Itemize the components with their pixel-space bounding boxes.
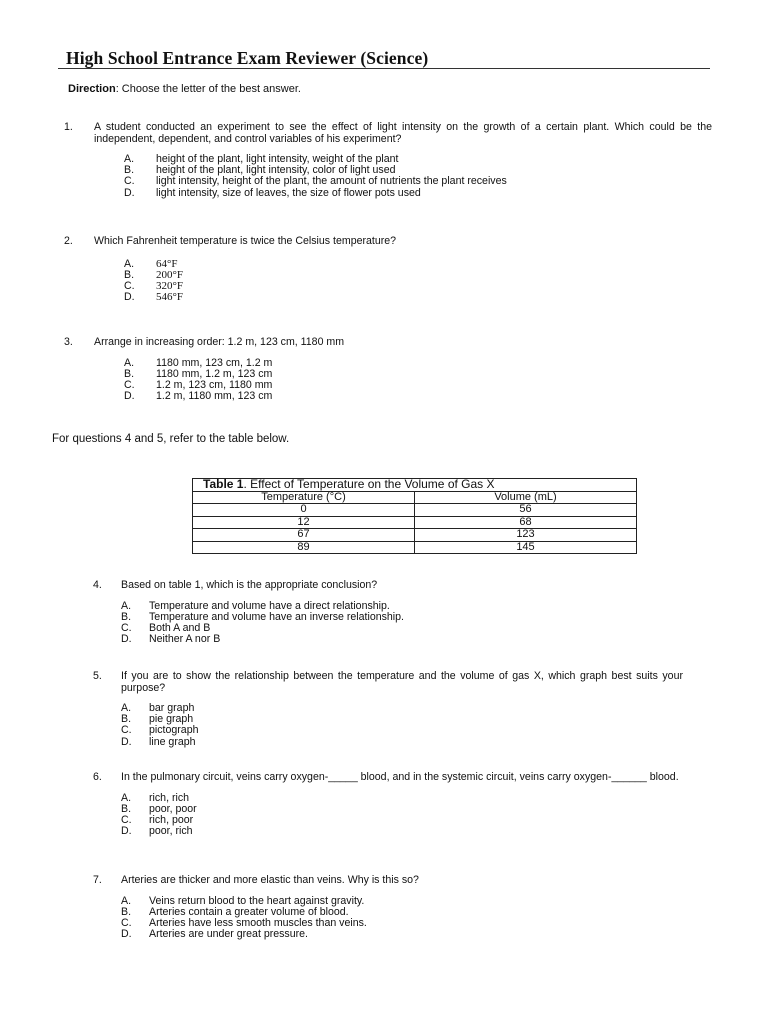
- option-letter: C.: [121, 724, 132, 737]
- option-text: Neither A nor B: [149, 633, 221, 646]
- option-text: 64°F: [156, 257, 178, 270]
- table-caption-text: . Effect of Temperature on the Volume of Gas X: [243, 477, 495, 491]
- option-text: height of the plant, light intensity, weight of the plant: [156, 153, 399, 165]
- option: [121, 703, 683, 714]
- option: [121, 815, 683, 826]
- option-letter: D.: [124, 186, 135, 199]
- option-text: pie graph: [149, 713, 194, 726]
- option-letter: A.: [124, 153, 135, 165]
- option-text: 1180 mm, 1.2 m, 123 cm: [156, 367, 273, 380]
- table-cell: 56: [415, 504, 637, 517]
- option-letter: D.: [124, 291, 135, 304]
- option-letter: A.: [121, 894, 132, 907]
- table-cell: 89: [193, 541, 415, 554]
- direction-text: : Choose the letter of the best answer.: [115, 83, 301, 95]
- option-text: 1180 mm, 123 cm, 1.2 m: [156, 356, 273, 369]
- option-text: 1.2 m, 1180 mm, 123 cm: [156, 390, 273, 403]
- option-text: Arteries are under great pressure.: [149, 928, 308, 941]
- option-letter: D.: [124, 390, 135, 403]
- option: [121, 737, 683, 748]
- data-table: [192, 478, 637, 554]
- question-stem: Based on table 1, which is the appropriate conclusion?: [121, 579, 378, 591]
- question-number: 4.: [93, 579, 102, 591]
- option-text: 546°F: [156, 291, 184, 304]
- option: [121, 793, 683, 804]
- option-text: light intensity, height of the plant, the amount of nutrients the plant receives: [156, 175, 507, 188]
- option-letter: A.: [121, 791, 132, 804]
- question-number: 2.: [64, 235, 73, 247]
- option-letter: C.: [124, 378, 135, 391]
- table-row: [193, 516, 637, 529]
- table-cell: 123: [415, 529, 637, 542]
- table-row: [193, 529, 637, 542]
- option-text: poor, rich: [149, 825, 193, 838]
- option-letter: B.: [124, 367, 135, 380]
- option-letter: C.: [121, 916, 132, 929]
- option: [124, 176, 712, 187]
- option: [124, 281, 712, 292]
- option: [121, 826, 683, 837]
- option-letter: A.: [121, 599, 132, 612]
- option-text: Temperature and volume have an inverse relationship.: [149, 610, 404, 623]
- option-letter: B.: [124, 164, 135, 177]
- option-letter: A.: [121, 702, 132, 714]
- question-2: [64, 236, 712, 303]
- question-4: [93, 580, 683, 645]
- option-letter: C.: [121, 813, 132, 826]
- option: [121, 725, 683, 736]
- question-6: [93, 772, 683, 837]
- question-number: 7.: [93, 874, 102, 886]
- option: [124, 259, 712, 270]
- option-text: Veins return blood to the heart against gravity.: [149, 894, 365, 907]
- table-header-temperature: Temperature (°C): [193, 491, 415, 504]
- question-stem: A student conducted an experiment to see the effect of light intensity on the growth of a certain plant. Which could be the independent, dependent, and control variables of his experiment?: [94, 121, 712, 145]
- option-letter: A.: [124, 257, 135, 270]
- option-letter: B.: [121, 802, 132, 815]
- option-text: Both A and B: [149, 621, 211, 634]
- option-letter: D.: [121, 928, 132, 941]
- question-stem: Arteries are thicker and more elastic than veins. Why is this so?: [121, 874, 419, 886]
- table-caption: [193, 479, 637, 492]
- option-text: light intensity, size of leaves, the size of flower pots used: [156, 186, 421, 199]
- option-text: 200°F: [156, 268, 184, 281]
- question-3: [64, 337, 712, 402]
- option-text: poor, poor: [149, 802, 197, 815]
- option-text: Arteries have less smooth muscles than veins.: [149, 916, 367, 929]
- option-text: rich, poor: [149, 813, 194, 826]
- question-number: 3.: [64, 336, 73, 348]
- question-stem: If you are to show the relationship between the temperature and the volume of gas X, which graph best suits your purpose?: [121, 670, 683, 694]
- option: [121, 714, 683, 725]
- option-letter: D.: [121, 735, 132, 748]
- option: [124, 188, 712, 199]
- option: [124, 391, 712, 402]
- option-text: pictograph: [149, 724, 199, 737]
- table-header-volume: Volume (mL): [415, 491, 637, 504]
- title-rule: [58, 68, 710, 69]
- table-cell: 0: [193, 504, 415, 517]
- option-letter: A.: [124, 356, 135, 369]
- table-cell: 145: [415, 541, 637, 554]
- option-text: 320°F: [156, 279, 184, 292]
- table-caption-label: Table 1: [203, 477, 244, 491]
- option-letter: B.: [124, 268, 135, 281]
- question-stem: Which Fahrenheit temperature is twice the Celsius temperature?: [94, 235, 397, 247]
- option: [121, 804, 683, 815]
- direction-label: Direction: [68, 83, 116, 95]
- option: [121, 929, 683, 940]
- option-letter: B.: [121, 905, 132, 918]
- table-cell: 68: [415, 516, 637, 529]
- option: [121, 634, 683, 645]
- table-cell: 12: [193, 516, 415, 529]
- option-letter: B.: [121, 610, 132, 623]
- question-7: [93, 875, 683, 940]
- question-number: 5.: [93, 670, 102, 682]
- option-text: height of the plant, light intensity, color of light used: [156, 164, 396, 177]
- option: [124, 292, 712, 303]
- option-letter: C.: [124, 175, 135, 188]
- option: [124, 270, 712, 281]
- option-letter: B.: [121, 713, 132, 726]
- table-row: [193, 541, 637, 554]
- table-row: [193, 504, 637, 517]
- option-text: line graph: [149, 735, 196, 748]
- option-text: Temperature and volume have a direct relationship.: [149, 599, 390, 612]
- option-letter: C.: [121, 621, 132, 634]
- option-text: rich, rich: [149, 791, 190, 804]
- table-reference-note: For questions 4 and 5, refer to the table below.: [52, 433, 290, 445]
- option-letter: C.: [124, 279, 135, 292]
- question-1: [64, 122, 712, 199]
- option-text: Arteries contain a greater volume of blood.: [149, 905, 349, 918]
- option-text: 1.2 m, 123 cm, 1180 mm: [156, 378, 273, 391]
- question-5: [93, 671, 683, 748]
- question-stem: Arrange in increasing order: 1.2 m, 123 cm, 1180 mm: [94, 336, 345, 348]
- question-stem: In the pulmonary circuit, veins carry oxygen-_____ blood, and in the systemic circuit, veins carry oxygen-______ blood.: [121, 771, 679, 783]
- question-number: 6.: [93, 771, 102, 783]
- option-letter: D.: [121, 825, 132, 838]
- table-cell: 67: [193, 529, 415, 542]
- option-letter: D.: [121, 633, 132, 646]
- direction: [68, 83, 301, 95]
- option-text: bar graph: [149, 702, 195, 714]
- page-title: High School Entrance Exam Reviewer (Science): [66, 48, 429, 68]
- question-number: 1.: [64, 121, 73, 133]
